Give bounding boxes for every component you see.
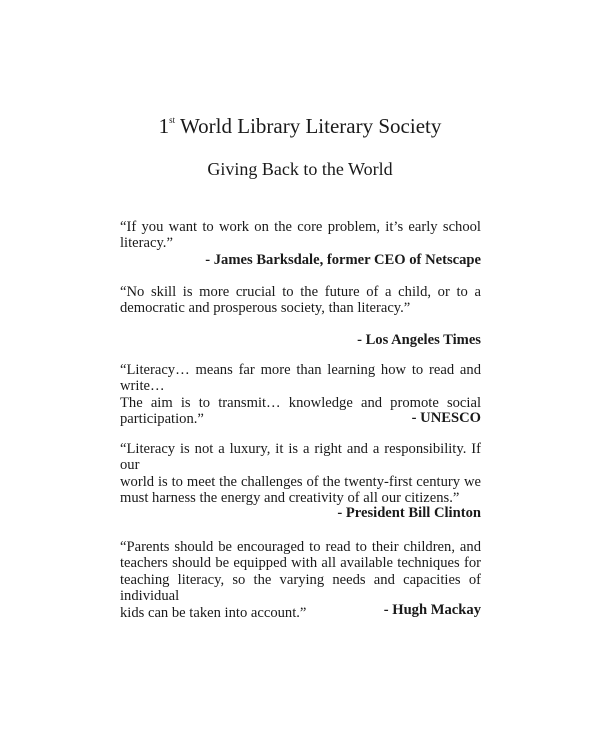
page-subtitle: Giving Back to the World (207, 159, 393, 179)
quote-line: teachers should be equipped with all available techniques for (120, 555, 481, 572)
quote-line: “Parents should be encouraged to read to their children, and (120, 539, 481, 555)
title-text: World Library Literary Society (175, 114, 442, 138)
quote-attribution: - President Bill Clinton (337, 505, 481, 521)
quote-attribution: - James Barksdale, former CEO of Netscape (205, 252, 481, 268)
quote-line: must harness the energy and creativity of all our citizens.” (120, 490, 460, 507)
quote-line: teaching literacy, so the varying needs and capacities of individual (120, 571, 481, 605)
quote-text (120, 219, 481, 252)
quote-line: “If you want to work on the core problem, it’s early school (120, 219, 481, 235)
title-number: 1 (158, 114, 170, 138)
quote-attribution: - Hugh Mackay (383, 602, 481, 618)
quote-line: world is to meet the challenges of the twenty-first century we (120, 473, 481, 490)
quote-line: “Literacy… means far more than learning how to read and write… (120, 362, 481, 395)
quote-line: kids can be taken into account.” (120, 604, 307, 621)
quote-attribution: - UNESCO (411, 410, 481, 426)
quote-line: literacy.” (120, 235, 173, 252)
quote-text (120, 284, 481, 317)
quote-line: democratic and prosperous society, than literacy.” (120, 300, 411, 317)
quote-line: “Literacy is not a luxury, it is a right and a responsibility. If our (120, 441, 481, 474)
quote-line: “No skill is more crucial to the future of a child, or to a (120, 284, 481, 300)
title-superscript: st (169, 115, 176, 125)
quote-text (120, 441, 481, 507)
quote-line: The aim is to transmit… knowledge and promote social (120, 394, 481, 411)
page-title (0, 113, 600, 139)
quote-line: participation.” (120, 411, 204, 428)
quote-attribution: - Los Angeles Times (357, 332, 481, 348)
